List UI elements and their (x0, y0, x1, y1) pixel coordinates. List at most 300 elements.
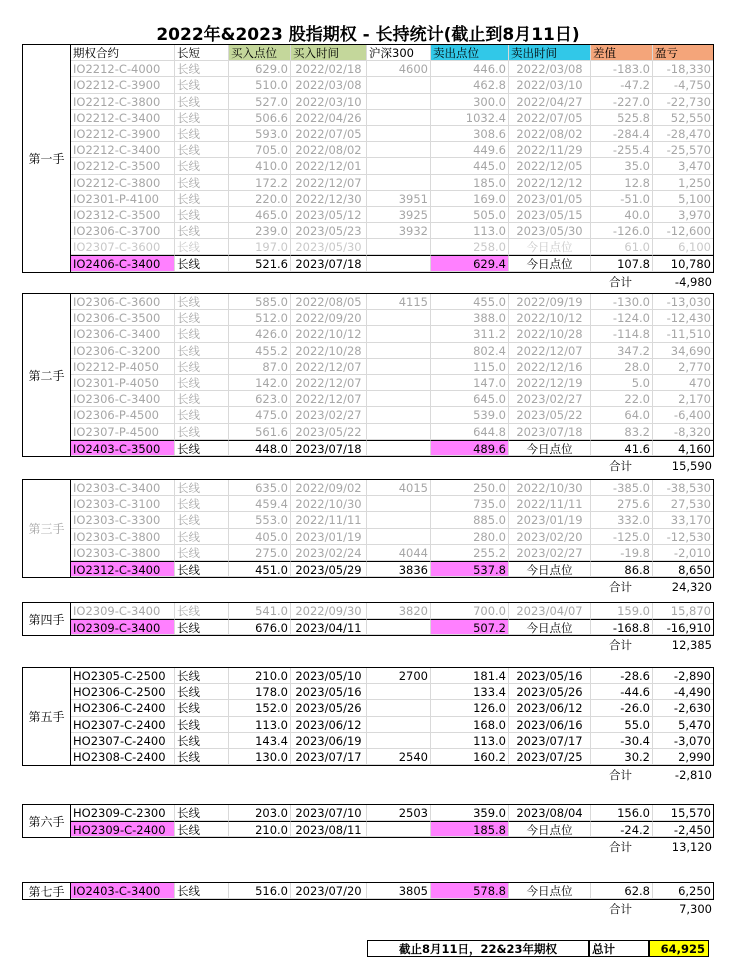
table-row (71, 294, 713, 310)
cell-sell-time: 2023/08/04 (509, 805, 591, 821)
cell-buy-time: 2022/10/12 (291, 326, 367, 342)
cell-buy-time: 2023/01/19 (291, 529, 367, 545)
cell-hs300 (367, 110, 431, 126)
cell-diff: 35.0 (591, 158, 653, 174)
total-value: 24,320 (671, 580, 712, 595)
cell-type: 长线 (175, 77, 229, 93)
cell-pnl: 1,250 (653, 175, 713, 191)
cell-contract: HO2306-C-2400 (71, 700, 175, 716)
cell-type: 长线 (175, 294, 229, 310)
cell-pnl: 6,100 (653, 239, 713, 255)
cell-buy: 113.0 (229, 717, 291, 733)
cell-pnl: -4,750 (653, 77, 713, 93)
cell-type: 长线 (175, 407, 229, 423)
total-value: 13,120 (671, 840, 712, 855)
cell-diff: 55.0 (591, 717, 653, 733)
cell-type: 长线 (175, 359, 229, 375)
table-row (71, 223, 713, 239)
cell-sell: 185.8 (431, 821, 509, 837)
cell-diff: -19.8 (591, 545, 653, 561)
cell-contract: IO2406-C-3400 (71, 255, 175, 271)
block-rows (70, 804, 714, 838)
cell-diff: -44.6 (591, 684, 653, 700)
cell-sell: 113.0 (431, 733, 509, 749)
cell-contract: HO2305-C-2500 (71, 668, 175, 684)
cell-hs300: 2503 (367, 805, 431, 821)
cell-sell-time: 2023/07/18 (509, 424, 591, 440)
cell-buy-time: 2022/09/02 (291, 480, 367, 496)
cell-contract: IO2303-C-3400 (71, 480, 175, 496)
cell-contract: IO2306-C-3600 (71, 294, 175, 310)
cell-buy: 152.0 (229, 700, 291, 716)
cell-contract: HO2307-C-2400 (71, 733, 175, 749)
cell-diff: 107.8 (591, 255, 653, 271)
cell-buy: 585.0 (229, 294, 291, 310)
cell-pnl: 52,550 (653, 110, 713, 126)
block-total (590, 901, 714, 917)
cell-sell: 160.2 (431, 749, 509, 765)
cell-pnl: -38,530 (653, 480, 713, 496)
cell-type: 长线 (175, 391, 229, 407)
cell-sell: 462.8 (431, 77, 509, 93)
cell-buy-time: 2022/12/07 (291, 175, 367, 191)
cell-buy-time: 2023/05/12 (291, 207, 367, 223)
cell-diff: -183.0 (591, 61, 653, 77)
cell-diff: -28.6 (591, 668, 653, 684)
table-row (71, 326, 713, 342)
cell-buy: 510.0 (229, 77, 291, 93)
cell-sell: 700.0 (431, 603, 509, 619)
column-header: 差值 (591, 45, 653, 61)
cell-diff: 62.8 (591, 883, 653, 899)
cell-hs300 (367, 700, 431, 716)
cell-sell: 507.2 (431, 619, 509, 635)
cell-diff: 40.0 (591, 207, 653, 223)
cell-sell: 113.0 (431, 223, 509, 239)
cell-sell-time: 2023/01/05 (509, 191, 591, 207)
cell-buy-time: 2023/07/18 (291, 440, 367, 456)
table-row (71, 545, 713, 561)
cell-type: 长线 (175, 603, 229, 619)
cell-buy: 220.0 (229, 191, 291, 207)
cell-contract: IO2403-C-3500 (71, 440, 175, 456)
block-rows (70, 293, 714, 457)
cell-pnl: -2,010 (653, 545, 713, 561)
cell-buy: 553.0 (229, 512, 291, 528)
cell-pnl: -2,450 (653, 821, 713, 837)
cell-buy-time: 2023/05/26 (291, 700, 367, 716)
block-rows (70, 667, 714, 766)
cell-contract: IO2306-C-3400 (71, 391, 175, 407)
cell-buy: 143.4 (229, 733, 291, 749)
table-row (71, 496, 713, 512)
cell-type: 长线 (175, 561, 229, 577)
table-row (71, 77, 713, 93)
cell-contract: IO2303-C-3800 (71, 545, 175, 561)
table-row (71, 207, 713, 223)
cell-sell: 185.0 (431, 175, 509, 191)
cell-contract: IO2212-C-3500 (71, 158, 175, 174)
cell-buy-time: 2023/06/19 (291, 733, 367, 749)
block-label: 第六手 (22, 804, 70, 838)
cell-contract: IO2309-C-3400 (71, 603, 175, 619)
table-row (71, 94, 713, 110)
cell-hs300: 4044 (367, 545, 431, 561)
cell-sell-time: 2023/05/26 (509, 684, 591, 700)
cell-sell-time: 2023/02/27 (509, 391, 591, 407)
cell-type: 长线 (175, 717, 229, 733)
cell-pnl: -13,030 (653, 294, 713, 310)
cell-sell-time: 2022/12/07 (509, 343, 591, 359)
cell-pnl: -12,430 (653, 310, 713, 326)
cell-diff: 61.0 (591, 239, 653, 255)
table-row (71, 480, 713, 496)
cell-pnl: 5,100 (653, 191, 713, 207)
table-row (71, 158, 713, 174)
cell-buy: 475.0 (229, 407, 291, 423)
cell-sell-time: 2023/06/16 (509, 717, 591, 733)
cell-diff: -51.0 (591, 191, 653, 207)
table-row (71, 684, 713, 700)
cell-contract: HO2306-C-2500 (71, 684, 175, 700)
block-label: 第七手 (22, 882, 70, 900)
cell-sell-time: 2022/10/28 (509, 326, 591, 342)
cell-type: 长线 (175, 158, 229, 174)
cell-buy: 142.0 (229, 375, 291, 391)
cell-pnl: -8,320 (653, 424, 713, 440)
cell-hs300: 2540 (367, 749, 431, 765)
cell-sell: 115.0 (431, 359, 509, 375)
cell-buy-time: 2022/12/07 (291, 391, 367, 407)
cell-sell-time: 2023/06/12 (509, 700, 591, 716)
cell-buy: 521.6 (229, 255, 291, 271)
cell-sell: 1032.4 (431, 110, 509, 126)
total-value: -2,810 (674, 768, 712, 783)
cell-sell-time: 2022/11/29 (509, 142, 591, 158)
cell-sell-time: 2022/07/05 (509, 110, 591, 126)
cell-buy-time: 2023/05/16 (291, 684, 367, 700)
block-total (590, 839, 714, 855)
cell-type: 长线 (175, 821, 229, 837)
cell-buy-time: 2023/05/29 (291, 561, 367, 577)
cell-diff: -30.4 (591, 733, 653, 749)
table-row (71, 700, 713, 716)
cell-sell: 455.0 (431, 294, 509, 310)
table-row (71, 142, 713, 158)
total-value: 12,385 (671, 638, 712, 653)
cell-diff: -126.0 (591, 223, 653, 239)
cell-pnl: 34,690 (653, 343, 713, 359)
table-row (71, 512, 713, 528)
column-header: 卖出时间 (509, 45, 591, 61)
header-row (71, 45, 713, 61)
cell-buy-time: 2023/04/11 (291, 619, 367, 635)
cell-buy-time: 2022/04/26 (291, 110, 367, 126)
cell-buy: 705.0 (229, 142, 291, 158)
cell-sell: 449.6 (431, 142, 509, 158)
cell-sell: 300.0 (431, 94, 509, 110)
cell-buy: 130.0 (229, 749, 291, 765)
cell-sell: 644.8 (431, 424, 509, 440)
cell-buy-time: 2022/03/10 (291, 94, 367, 110)
table-row (71, 343, 713, 359)
cell-contract: IO2307-P-4500 (71, 424, 175, 440)
cell-buy: 87.0 (229, 359, 291, 375)
cell-sell: 311.2 (431, 326, 509, 342)
cell-hs300 (367, 424, 431, 440)
cell-pnl: 27,530 (653, 496, 713, 512)
cell-sell-time: 今日点位 (509, 821, 591, 837)
cell-hs300: 3836 (367, 561, 431, 577)
cell-type: 长线 (175, 700, 229, 716)
cell-sell: 885.0 (431, 512, 509, 528)
cell-buy-time: 2023/06/12 (291, 717, 367, 733)
cell-sell-time: 今日点位 (509, 561, 591, 577)
cell-sell: 169.0 (431, 191, 509, 207)
cell-buy: 448.0 (229, 440, 291, 456)
cell-sell-time: 2022/11/11 (509, 496, 591, 512)
cell-type: 长线 (175, 512, 229, 528)
total-label: 合计 (609, 768, 632, 783)
cell-sell: 735.0 (431, 496, 509, 512)
cell-type: 长线 (175, 619, 229, 635)
cell-buy-time: 2022/08/05 (291, 294, 367, 310)
cell-buy-time: 2022/09/20 (291, 310, 367, 326)
cell-buy-time: 2023/07/17 (291, 749, 367, 765)
cell-diff: 64.0 (591, 407, 653, 423)
grand-total-value: 64,925 (649, 940, 709, 957)
cell-sell: 489.6 (431, 440, 509, 456)
cell-hs300 (367, 407, 431, 423)
cell-sell-time: 2022/08/02 (509, 126, 591, 142)
table-row (71, 110, 713, 126)
column-header: 长短 (175, 45, 229, 61)
cell-buy: 426.0 (229, 326, 291, 342)
cell-pnl: -25,570 (653, 142, 713, 158)
total-value: 15,590 (671, 459, 712, 473)
cell-type: 长线 (175, 207, 229, 223)
cell-buy: 512.0 (229, 310, 291, 326)
cell-sell: 445.0 (431, 158, 509, 174)
cell-sell-time: 2023/05/16 (509, 668, 591, 684)
cell-sell-time: 今日点位 (509, 239, 591, 255)
total-value: -4,980 (674, 274, 712, 289)
cell-hs300: 3925 (367, 207, 431, 223)
cell-pnl: -18,330 (653, 61, 713, 77)
cell-sell-time: 今日点位 (509, 440, 591, 456)
cell-hs300 (367, 619, 431, 635)
cell-contract: IO2306-C-3500 (71, 310, 175, 326)
block-rows (70, 882, 714, 900)
cell-contract: IO2301-P-4050 (71, 375, 175, 391)
cell-pnl: 2,770 (653, 359, 713, 375)
cell-pnl: 2,170 (653, 391, 713, 407)
cell-diff: -255.4 (591, 142, 653, 158)
cell-contract: IO2212-C-3400 (71, 142, 175, 158)
cell-buy-time: 2022/12/07 (291, 375, 367, 391)
cell-pnl: 3,970 (653, 207, 713, 223)
cell-buy-time: 2022/08/02 (291, 142, 367, 158)
cell-buy-time: 2023/05/10 (291, 668, 367, 684)
cell-hs300: 3951 (367, 191, 431, 207)
cell-buy: 459.4 (229, 496, 291, 512)
cell-hs300 (367, 239, 431, 255)
cell-sell-time: 2022/12/12 (509, 175, 591, 191)
column-header: 期权合约 (71, 45, 175, 61)
cell-buy: 197.0 (229, 239, 291, 255)
cell-contract: HO2308-C-2400 (71, 749, 175, 765)
cell-diff: 86.8 (591, 561, 653, 577)
cell-contract: IO2303-C-3800 (71, 529, 175, 545)
cell-contract: IO2312-C-3400 (71, 561, 175, 577)
cell-buy-time: 2023/02/27 (291, 407, 367, 423)
cell-contract: HO2309-C-2300 (71, 805, 175, 821)
cell-pnl: -12,530 (653, 529, 713, 545)
cell-buy-time: 2023/05/30 (291, 239, 367, 255)
table-row (71, 821, 713, 837)
cell-sell-time: 2023/05/30 (509, 223, 591, 239)
table-row (71, 424, 713, 440)
cell-buy: 623.0 (229, 391, 291, 407)
cell-buy-time: 2022/10/30 (291, 496, 367, 512)
cell-contract: IO2303-C-3100 (71, 496, 175, 512)
cell-pnl: -16,910 (653, 619, 713, 635)
cell-sell-time: 2022/12/16 (509, 359, 591, 375)
cell-pnl: -4,490 (653, 684, 713, 700)
cell-type: 长线 (175, 668, 229, 684)
cell-sell-time: 2022/04/27 (509, 94, 591, 110)
cell-hs300 (367, 375, 431, 391)
cell-buy: 405.0 (229, 529, 291, 545)
cell-contract: IO2301-P-4100 (71, 191, 175, 207)
cell-buy-time: 2022/07/05 (291, 126, 367, 142)
column-header: 沪深300 (367, 45, 431, 61)
cell-buy: 210.0 (229, 668, 291, 684)
cell-pnl: 15,570 (653, 805, 713, 821)
cell-sell: 181.4 (431, 668, 509, 684)
cell-sell: 629.4 (431, 255, 509, 271)
table-row (71, 310, 713, 326)
cell-diff: 12.8 (591, 175, 653, 191)
cell-hs300 (367, 142, 431, 158)
cell-sell-time: 2023/04/07 (509, 603, 591, 619)
cell-buy: 178.0 (229, 684, 291, 700)
cell-hs300: 4600 (367, 61, 431, 77)
cell-sell-time: 今日点位 (509, 255, 591, 271)
cell-sell: 537.8 (431, 561, 509, 577)
cell-contract: IO2212-C-3400 (71, 110, 175, 126)
cell-sell: 388.0 (431, 310, 509, 326)
cell-pnl: -3,070 (653, 733, 713, 749)
cell-sell-time: 2022/03/08 (509, 61, 591, 77)
total-label: 合计 (609, 459, 632, 473)
cell-diff: 83.2 (591, 424, 653, 440)
cell-sell-time: 2023/05/15 (509, 207, 591, 223)
cell-contract: IO2212-C-3800 (71, 94, 175, 110)
block-rows (70, 44, 714, 273)
cell-buy-time: 2022/02/18 (291, 61, 367, 77)
cell-contract: IO2212-C-3900 (71, 126, 175, 142)
cell-pnl: 4,160 (653, 440, 713, 456)
block-label: 第二手 (22, 293, 70, 457)
table-row (71, 805, 713, 821)
cell-diff: 159.0 (591, 603, 653, 619)
table-row (71, 191, 713, 207)
cell-pnl: -2,890 (653, 668, 713, 684)
cell-contract: IO2306-C-3200 (71, 343, 175, 359)
table-row (71, 733, 713, 749)
cell-pnl: -22,730 (653, 94, 713, 110)
cell-sell: 258.0 (431, 239, 509, 255)
cell-contract: IO2306-P-4500 (71, 407, 175, 423)
cell-buy: 465.0 (229, 207, 291, 223)
cell-sell-time: 2022/10/30 (509, 480, 591, 496)
cell-contract: IO2312-C-3500 (71, 207, 175, 223)
cell-type: 长线 (175, 749, 229, 765)
cell-pnl: -2,630 (653, 700, 713, 716)
cell-hs300: 4115 (367, 294, 431, 310)
cell-diff: -124.0 (591, 310, 653, 326)
cell-type: 长线 (175, 480, 229, 496)
column-header: 盈亏 (653, 45, 713, 61)
table-row (71, 175, 713, 191)
block-label: 第四手 (22, 602, 70, 636)
cell-diff: 30.2 (591, 749, 653, 765)
block-total (590, 274, 714, 290)
cell-buy: 410.0 (229, 158, 291, 174)
cell-type: 长线 (175, 424, 229, 440)
table-row (71, 668, 713, 684)
cell-sell: 250.0 (431, 480, 509, 496)
cell-type: 长线 (175, 255, 229, 271)
cell-sell-time: 2023/02/27 (509, 545, 591, 561)
cell-buy-time: 2023/05/23 (291, 223, 367, 239)
cell-pnl: 470 (653, 375, 713, 391)
cell-hs300: 4015 (367, 480, 431, 496)
cell-hs300 (367, 158, 431, 174)
cell-hs300 (367, 496, 431, 512)
table-row (71, 883, 713, 899)
table-row (71, 603, 713, 619)
cell-buy-time: 2022/12/30 (291, 191, 367, 207)
cell-buy: 203.0 (229, 805, 291, 821)
cell-buy: 527.0 (229, 94, 291, 110)
cell-sell-time: 2023/01/19 (509, 512, 591, 528)
cell-sell: 446.0 (431, 61, 509, 77)
cell-contract: IO2212-P-4050 (71, 359, 175, 375)
cell-pnl: 5,470 (653, 717, 713, 733)
block-label: 第一手 (22, 44, 70, 273)
cell-type: 长线 (175, 61, 229, 77)
cell-diff: -26.0 (591, 700, 653, 716)
cell-buy: 275.0 (229, 545, 291, 561)
cell-type: 长线 (175, 375, 229, 391)
cell-buy: 516.0 (229, 883, 291, 899)
page-title: 2022年&2023 股指期权 - 长持统计(截止到8月11日) (156, 25, 580, 45)
table-row (71, 255, 713, 271)
cell-sell: 308.6 (431, 126, 509, 142)
table-row (71, 717, 713, 733)
cell-buy-time: 2023/02/24 (291, 545, 367, 561)
cell-hs300 (367, 717, 431, 733)
block-total (590, 579, 714, 595)
cell-hs300 (367, 94, 431, 110)
table-row (71, 407, 713, 423)
cell-diff: 22.0 (591, 391, 653, 407)
cell-hs300 (367, 440, 431, 456)
cell-buy-time: 2022/11/11 (291, 512, 367, 528)
cell-type: 长线 (175, 343, 229, 359)
